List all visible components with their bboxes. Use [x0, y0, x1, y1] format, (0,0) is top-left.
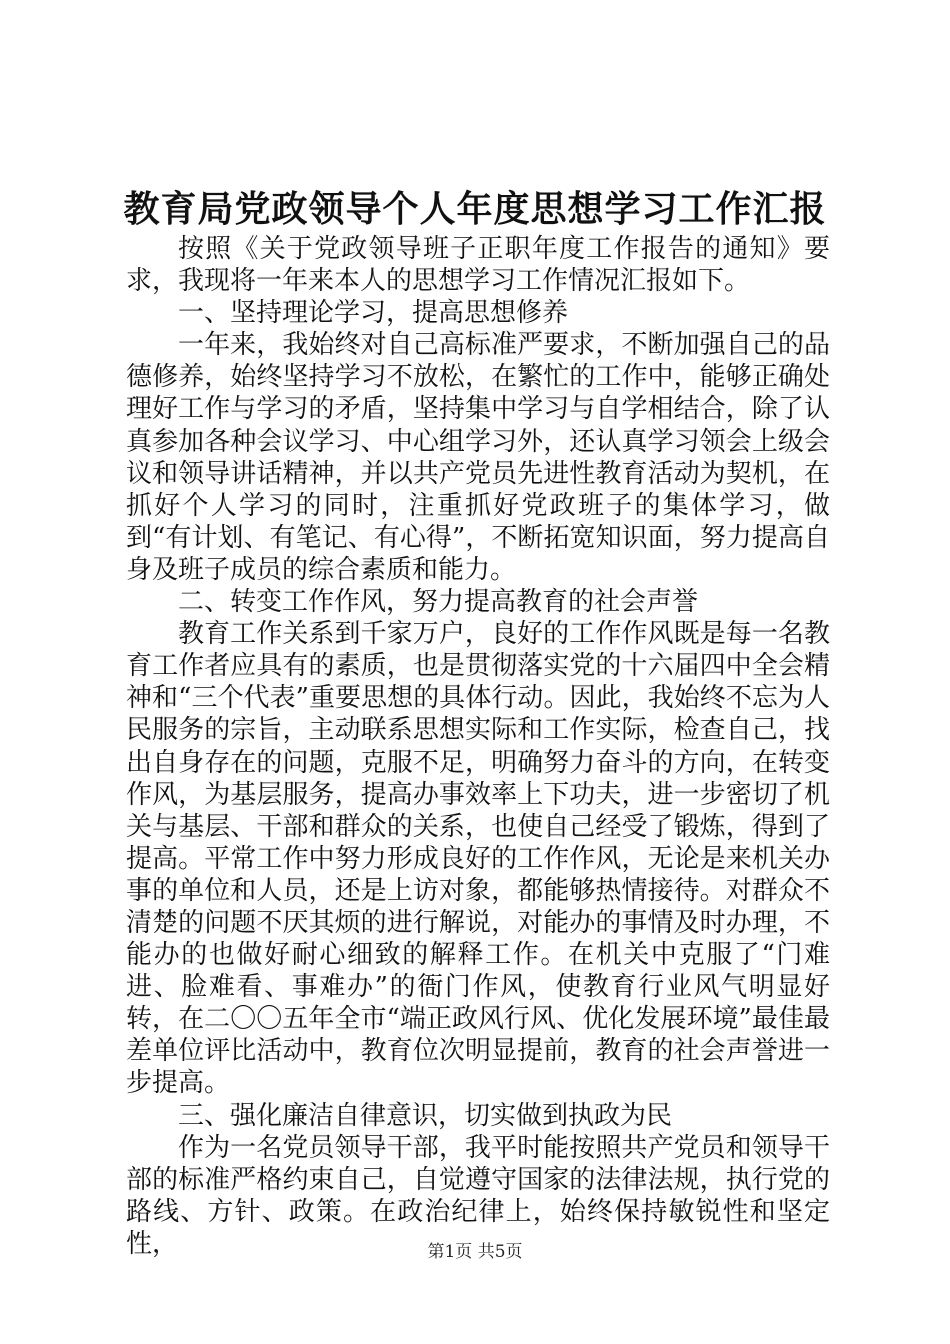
section-heading-3: 三、强化廉洁自律意识，切实做到执政为民	[178, 1100, 673, 1131]
section-heading-1: 一、坚持理论学习，提高思想修养	[178, 298, 569, 329]
document-body	[126, 233, 830, 1260]
intro-paragraph: 按照《关于党政领导班子正职年度工作报告的通知》要求，我现将一年来本人的思想学习工作情况汇报如下。	[126, 234, 830, 297]
page-number-footer: 第1页 共5页	[427, 1242, 523, 1262]
section-paragraph-2: 教育工作关系到千家万户，良好的工作作风既是每一名教育工作者应具有的素质，也是贯彻落实党的十六届四中全会精神和“三个代表”重要思想的具体行动。因此，我始终不忘为人民服务的宗旨，主动联系思想实际和工作实际，检查自己，找出自身存在的问题，克服不足，明确努力奋斗的方向，在转变作风，为基层服务，提高办事效率上下功夫，进一步密切了机关与基层、干部和群众的关系，也使自己经受了锻炼，得到了提高。平常工作中努力形成良好的工作作风，无论是来机关办事的单位和人员，还是上访对象，都能够热情接待。对群众不清楚的问题不厌其烦的进行解说，对能办的事情及时办理，不能办的也做好耐心细致的解释工作。在机关中克服了“门难进、脸难看、事难办”的衙门作风，使教育行业风气明显好转，在二〇〇五年全市“端正政风行风、优化发展环境”最佳最差单位评比活动中，教育位次明显提前，教育的社会声誉进一步提高。	[126, 619, 830, 1099]
section-heading-2: 二、转变工作作风，努力提高教育的社会声誉	[178, 587, 699, 618]
section-paragraph-1: 一年来，我始终对自己高标准严要求，不断加强自己的品德修养，始终坚持学习不放松，在繁忙的工作中，能够正确处理好工作与学习的矛盾，坚持集中学习与自学相结合，除了认真参加各种会议学习、中心组学习外，还认真学习领会上级会议和领导讲话精神，并以共产党员先进性教育活动为契机，在抓好个人学习的同时，注重抓好党政班子的集体学习，做到“有计划、有笔记、有心得”，不断拓宽知识面，努力提高自身及班子成员的综合素质和能力。	[126, 330, 830, 585]
section-paragraph-3: 作为一名党员领导干部，我平时能按照共产党员和领导干部的标准严格约束自己，自觉遵守国家的法律法规，执行党的路线、方针、政策。在政治纪律上，始终保持敏锐性和坚定性，	[126, 1132, 830, 1259]
document-title: 教育局党政领导个人年度思想学习工作汇报	[123, 188, 827, 230]
